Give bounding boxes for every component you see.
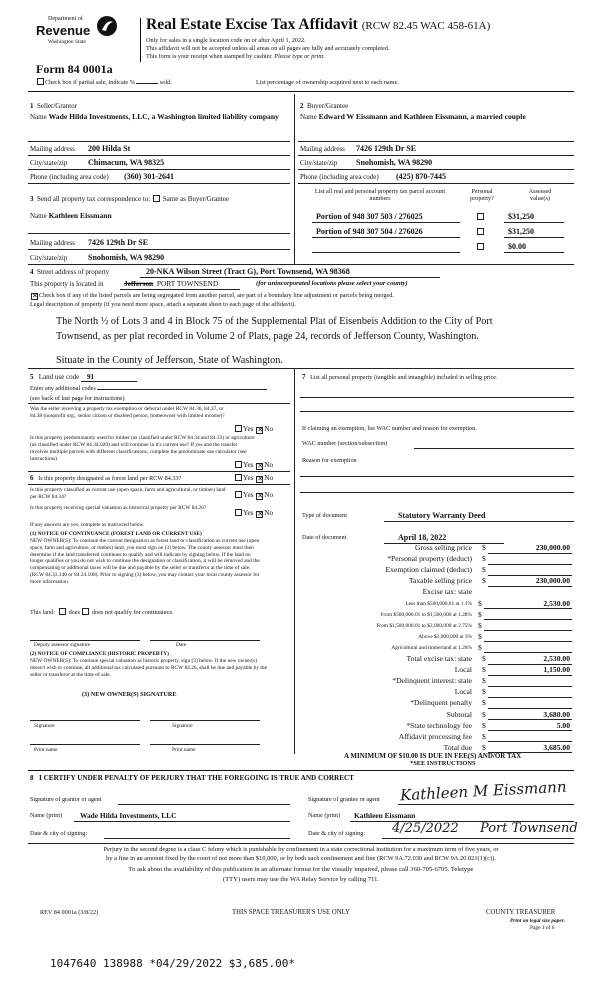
parcel-2: Portion of 948 307 504 / 276026 — [316, 227, 423, 236]
tax-corr-name: Name Kathleen Eissmann — [30, 211, 112, 220]
calc-dollar-sign: $ — [482, 676, 486, 686]
seller-name: Name Wade Hilda Investments, LLC, a Washington limited liability company — [30, 112, 279, 121]
new-owner-sig2: Signature — [172, 723, 193, 729]
sec5-q1-yes[interactable] — [235, 425, 242, 432]
sec6-q3-no[interactable]: ✕ — [257, 510, 264, 518]
header-line1: Only for sales in a single location code on or after April 1, 2022. — [146, 37, 306, 44]
grantor-date-label: Date & city of signing: — [30, 830, 88, 837]
parcel-1-personal-checkbox[interactable] — [477, 213, 484, 220]
parcel-3-value: $0.00 — [508, 242, 526, 251]
partial-sale: Check box if partial sale, indicate % sold. — [36, 78, 172, 86]
property-street-row: 4 Street address of property — [30, 268, 110, 276]
wac-label: WAC number (section/subsection) — [302, 440, 388, 447]
seller-city-label: City/state/zip — [30, 159, 68, 167]
sec6-q1: 6 Is this property designated as forest land per RCW 84.33? — [30, 474, 182, 482]
calc-label: Above $3,000,000 at 3% — [418, 633, 472, 640]
reason-label: Reason for exemption — [302, 457, 357, 464]
new-owner-print1: Print name — [34, 747, 58, 753]
doc-date-label: Date of document — [302, 534, 347, 541]
buyer-city-label: City/state/zip — [300, 159, 338, 167]
seller-mail-label: Mailing address — [30, 145, 75, 153]
calc-dollar-sign: $ — [482, 576, 486, 586]
seller-mail: 200 Hilda St — [88, 144, 131, 153]
does-qualify-checkbox[interactable] — [59, 608, 66, 615]
personal-col-header: Personal property? — [470, 188, 494, 202]
does-not-qualify-checkbox[interactable] — [82, 608, 89, 615]
property-street: 20-NKA Wilson Street (Tract G), Port Townsend, WA 98368 — [146, 267, 350, 276]
grantor-name-label: Name (print) — [30, 812, 63, 819]
calc-dollar-sign: $ — [482, 665, 486, 675]
calc-dollar-sign: $ — [482, 543, 486, 552]
calc-label: Taxable selling price — [408, 576, 472, 586]
sec6-q2-answer: Yes ✕No — [234, 491, 273, 500]
parcel-2-personal-checkbox[interactable] — [477, 228, 484, 235]
legal-label: Legal description of property (if you need more space, attach a separate sheet to each page of the affidavit). — [30, 301, 296, 308]
sec5-q2-answer: Yes ✕No — [234, 461, 273, 470]
header-line3: This form is your receipt when stamped by cashier. Please type or print. — [146, 53, 325, 60]
seller-phone-label: Phone (including area code) — [30, 173, 109, 181]
sec5-q2: Is this property predominantly used for timber (as classified under RCW 84.34 and 84.33) or agriculture (as classified under RCW 84.34.020) and will continue in it's current use? If yes and the transfer involves multiple parcels with different classifications, complete the predominate use calculator (see instructions) — [30, 435, 255, 462]
notice2-heading: (2) NOTICE OF COMPLIANCE (HISTORIC PROPERTY) — [30, 651, 169, 657]
calc-label: Subtotal — [446, 709, 472, 719]
calc-label: Gross selling price — [415, 543, 472, 552]
buyer-phone-label: Phone (including area code) — [300, 173, 379, 181]
dept-top: Department of — [48, 16, 83, 22]
dept-main: Revenue — [36, 23, 91, 38]
calc-dollar-sign: $ — [478, 609, 482, 619]
parcel-3-personal-checkbox[interactable] — [477, 243, 484, 250]
same-as-buyer-checkbox[interactable] — [153, 195, 160, 202]
header-line2: This affidavit will not be accepted unless all areas on all pages are fully and accurately completed. — [146, 45, 390, 52]
sec5-q1-answer: Yes ✕No — [234, 425, 273, 434]
calc-label: Local — [454, 687, 472, 697]
grantor-name: Wade Hilda Investments, LLC — [80, 811, 177, 820]
doc-type-label: Type of document — [302, 512, 347, 519]
buyer-city: Snohomish, WA 98290 — [356, 158, 433, 167]
deputy-date-label: Date — [176, 642, 187, 648]
calc-dollar-sign: $ — [482, 554, 486, 564]
notice2-body: NEW OWNER(S): To continue special valuation as historic property, sign (3) below. If the new owner(s) doesn't wish to continue, all additional tax calculated pursuant to RCW 84.26, shall be due and payable by the seller or transferor at the time of sale. — [30, 658, 267, 678]
parcel-1: Portion of 948 307 503 / 276025 — [316, 212, 423, 221]
located-label: This property is located in — [30, 280, 104, 288]
calc-label: *Delinquent penalty — [410, 698, 472, 708]
calc-label: Total excise tax: state — [406, 654, 472, 663]
calc-value: 5.00 — [556, 720, 570, 730]
seller-heading: 1 Seller/Grantor — [30, 102, 78, 110]
calc-label: Agricultural and timberland at 1.28% — [391, 644, 472, 651]
sec6-any-yes: If any answers are yes, complete as instructed below. — [30, 522, 145, 528]
legal-line1: The North ½ of Lots 3 and 4 in Block 75 of the Supplemental Plat of Eisenbeis Addition to the City of Port — [56, 316, 493, 327]
calc-label: *Delinquent interest: state — [392, 676, 472, 686]
treasurer-stamp: 1047640 138988 *04/29/2022 $3,685.00* — [50, 957, 296, 970]
tax-corr: 3 Send all property tax correspondence to: Same as Buyer/Grantee — [30, 195, 229, 203]
grantee-date: 4/25/2022 — [392, 821, 459, 836]
calc-dollar-sign: $ — [478, 598, 482, 608]
calc-dollar-sign: $ — [482, 687, 486, 697]
calc-label: Less than $500,000.01 at 1.1% — [405, 600, 472, 607]
sec6-q2-yes[interactable] — [235, 491, 242, 498]
parcel-2-value: $31,250 — [508, 227, 534, 236]
calc-label: Total due — [443, 742, 472, 752]
perjury-2: by a fine in an amount fixed by the court of not more than $10,000, or by both such confinement and fine (RCW 9A.72.030 and RCW 9A.20.021(1)(c)). — [106, 855, 496, 862]
dor-logo — [36, 14, 120, 56]
sec6-q1-answer: Yes ✕No — [234, 474, 273, 483]
partial-sale-checkbox[interactable] — [37, 78, 44, 85]
buyer-heading: 2 Buyer/Grantee — [300, 102, 349, 110]
sec5-q1: Was the seller receiving a property tax exemption or deferral under RCW 84.36, 84.37, or 84.38 (nonprofit org., senior citizen or disabled person, homeowner with limited income)? — [30, 406, 225, 419]
calc-dollar-sign: $ — [478, 642, 482, 652]
sec6-q3: Is this property receiving special valuation as historical property per RCW 84.26? — [30, 505, 207, 511]
dor-logo-icon — [96, 15, 118, 37]
parcel-1-value: $31,250 — [508, 212, 534, 221]
new-owner-sig1: Signature — [34, 723, 55, 729]
calc-dollar-sign: $ — [482, 565, 486, 575]
deputy-sig-label: Deputy assessor signature — [34, 642, 90, 648]
grantee-city: Port Townsend — [480, 821, 578, 836]
calc-value: 2,530.00 — [543, 654, 570, 663]
calc-note2: *SEE INSTRUCTIONS — [410, 760, 476, 767]
pct-note: List percentage of ownership acquired next to each name. — [256, 79, 399, 86]
sig-grantee-label: Signature of grantee or agent — [308, 796, 380, 803]
dept-sub: Washington State — [48, 39, 86, 45]
calc-dollar-sign: $ — [482, 742, 486, 752]
grantee-name: Kathleen Eissmann — [354, 811, 416, 820]
legal-paper: Print on legal size paper. — [510, 918, 565, 924]
calc-dollar-sign: $ — [482, 731, 486, 741]
parcel-col-header: List all real and personal property tax parcel account numbers — [314, 188, 446, 202]
form-title: Real Estate Excise Tax Affidavit (RCW 82.45 WAC 458-61A) — [146, 16, 491, 33]
assessed-col-header: Assessed value(s) — [528, 188, 552, 202]
sec6-q1-yes[interactable] — [235, 474, 242, 481]
calc-dollar-sign: $ — [478, 620, 482, 630]
unincorp-note: (for unincorporated locations please select your county) — [256, 280, 408, 287]
notice1-body: NEW OWNER(S): To continue the current designation as forest land or classification as current use (open space, farm and agriculture, or timber) land, you must sign on (3) below. The county assessor must then determine if the land transferred continues to qualify and will indicate by signing below. If the land no longer qualifies or you do not wish to continue the designation or classification, it will be removed and the compensating or additional taxes will be due and payable by the seller or transferor at the time of sale. (RCW 84.33.140 or 84.34.108). Prior to signing (3) below, you may contact your local county assessor for more information. — [30, 538, 260, 585]
doc-date: April 18, 2022 — [398, 533, 447, 542]
tax-corr-mail-label: Mailing address — [30, 239, 75, 247]
tax-corr-city-label: City/state/zip — [30, 254, 68, 262]
sig-grantor-label: Signature of grantor or agent — [30, 796, 102, 803]
exempt-claim: If claiming an exemption, list WAC number and reason for exemption. — [302, 425, 477, 432]
grantee-name-label: Name (print) — [308, 812, 341, 819]
page-number: Page 1 of 6 — [530, 925, 555, 931]
treasurer-space: THIS SPACE TREASURER'S USE ONLY — [232, 909, 351, 916]
calc-label: Affidavit processing fee — [398, 731, 472, 741]
calc-dollar-sign: $ — [482, 698, 486, 708]
located-value: Jefferson PORT TOWNSEND — [124, 279, 219, 288]
calc-value: 3,680.00 — [543, 709, 570, 719]
calc-label: Local — [454, 665, 472, 675]
sec5-q2-no[interactable]: ✕ — [257, 462, 264, 470]
county-treasurer: COUNTY TREASURER — [486, 909, 556, 916]
sec7-text: 7 List all personal property (tangible and intangible) included in selling price. — [302, 373, 498, 381]
doc-type: Statutory Warranty Deed — [398, 511, 486, 520]
enter-codes: Enter any additional codes — [30, 385, 267, 392]
legal-line3: Situate in the County of Jefferson, State of Washington. — [56, 355, 283, 366]
notice3-heading: (3) NEW OWNER(S) SIGNATURE — [82, 691, 177, 698]
land-use-row: 5 Land use code 91 — [30, 373, 137, 382]
calc-label: *Personal property (deduct) — [387, 554, 472, 564]
perjury-1: Perjury in the second degree is a class C felony which is punishable by confinement in a state correctional institution for a maximum term of five years, or — [103, 846, 499, 853]
calc-dollar-sign: $ — [482, 720, 486, 730]
calc-value: 230,000.00 — [535, 543, 570, 552]
calc-value: 230,000.00 — [535, 576, 570, 586]
segregated-row: ✕Check box if any of the listed parcels are being segregated from another parcel, are part of a boundary line adjustment or parcels being merged. — [32, 292, 394, 300]
sec5-q2-yes[interactable] — [235, 461, 242, 468]
grantee-signature: Kathleen M Eissmann — [399, 777, 567, 805]
this-land-row: This land: does does not qualify for continuance. — [30, 609, 174, 616]
perjury-3: To ask about the availability of this publication in an alternate format for the visually impaired, please call 360-705-6705. Teletype — [128, 866, 474, 873]
perjury-4: (TTY) users may use the WA Relay Service by calling 711. — [222, 876, 380, 883]
calc-label: From $1,500,000.01 to $3,000,000 at 2.75% — [376, 622, 472, 629]
tax-corr-mail: 7426 129th Dr SE — [88, 238, 149, 247]
calc-dollar-sign: $ — [478, 631, 482, 641]
seller-city: Chimacum, WA 98325 — [88, 158, 165, 167]
new-owner-print2: Print name — [172, 747, 196, 753]
sec6-q2-no[interactable]: ✕ — [257, 492, 264, 500]
calc-label: *State technology fee — [406, 720, 472, 730]
grantee-date-label: Date & city of signing: — [308, 830, 366, 837]
calc-note1: A MINIMUM OF $10.00 IS DUE IN FEE(S) AND/OR TAX — [344, 752, 522, 760]
notice1-heading: (1) NOTICE OF CONTINUANCE (FOREST LAND OR CURRENT USE) — [30, 531, 202, 537]
calc-label: Excise tax: state — [422, 587, 472, 597]
sec6-q1-no[interactable]: ✕ — [257, 475, 264, 483]
buyer-mail-label: Mailing address — [300, 145, 345, 153]
sec6-q3-answer: Yes ✕No — [234, 509, 273, 518]
calc-value: 3,685.00 — [543, 742, 570, 752]
calc-label: From $500,000.01 to $1,500,000 at 1.28% — [380, 611, 472, 618]
tax-corr-city: Snohomish, WA 98290 — [88, 253, 165, 262]
calc-value: 2,530.00 — [543, 598, 570, 608]
buyer-name: Name Edward W Eissmann and Kathleen Eissmann, a married couple — [300, 112, 526, 121]
sec5-q1-no[interactable]: ✕ — [257, 426, 264, 434]
sec6-q3-yes[interactable] — [235, 509, 242, 516]
seller-phone: (360) 301-2641 — [124, 172, 174, 181]
certify-heading: 8 I CERTIFY UNDER PENALTY OF PERJURY THAT THE FOREGOING IS TRUE AND CORRECT — [30, 774, 354, 782]
buyer-phone: (425) 870-7445 — [396, 172, 446, 181]
buyer-mail: 7426 129th Dr SE — [356, 144, 417, 153]
calc-value: 1,150.00 — [543, 665, 570, 675]
legal-line2: Townsend, as per plat recorded in Volume 2 of Plats, page 24, records of Jefferson County, Washington. — [56, 331, 479, 342]
calc-dollar-sign: $ — [482, 654, 486, 663]
calc-label: Exemption claimed (deduct) — [385, 565, 472, 575]
calc-dollar-sign: $ — [482, 709, 486, 719]
sec6-q2: Is this property classified as current use (open space, farm and agricultural, or timber) land per RCW 84.34? — [30, 487, 226, 500]
form-number: Form 84 0001a — [36, 62, 113, 76]
segregated-checkbox[interactable]: ✕ — [32, 292, 38, 300]
rev-number: REV 84 0001a (3/8/22) — [40, 909, 99, 916]
see-back: (see back of last page for instructions) — [30, 395, 125, 402]
